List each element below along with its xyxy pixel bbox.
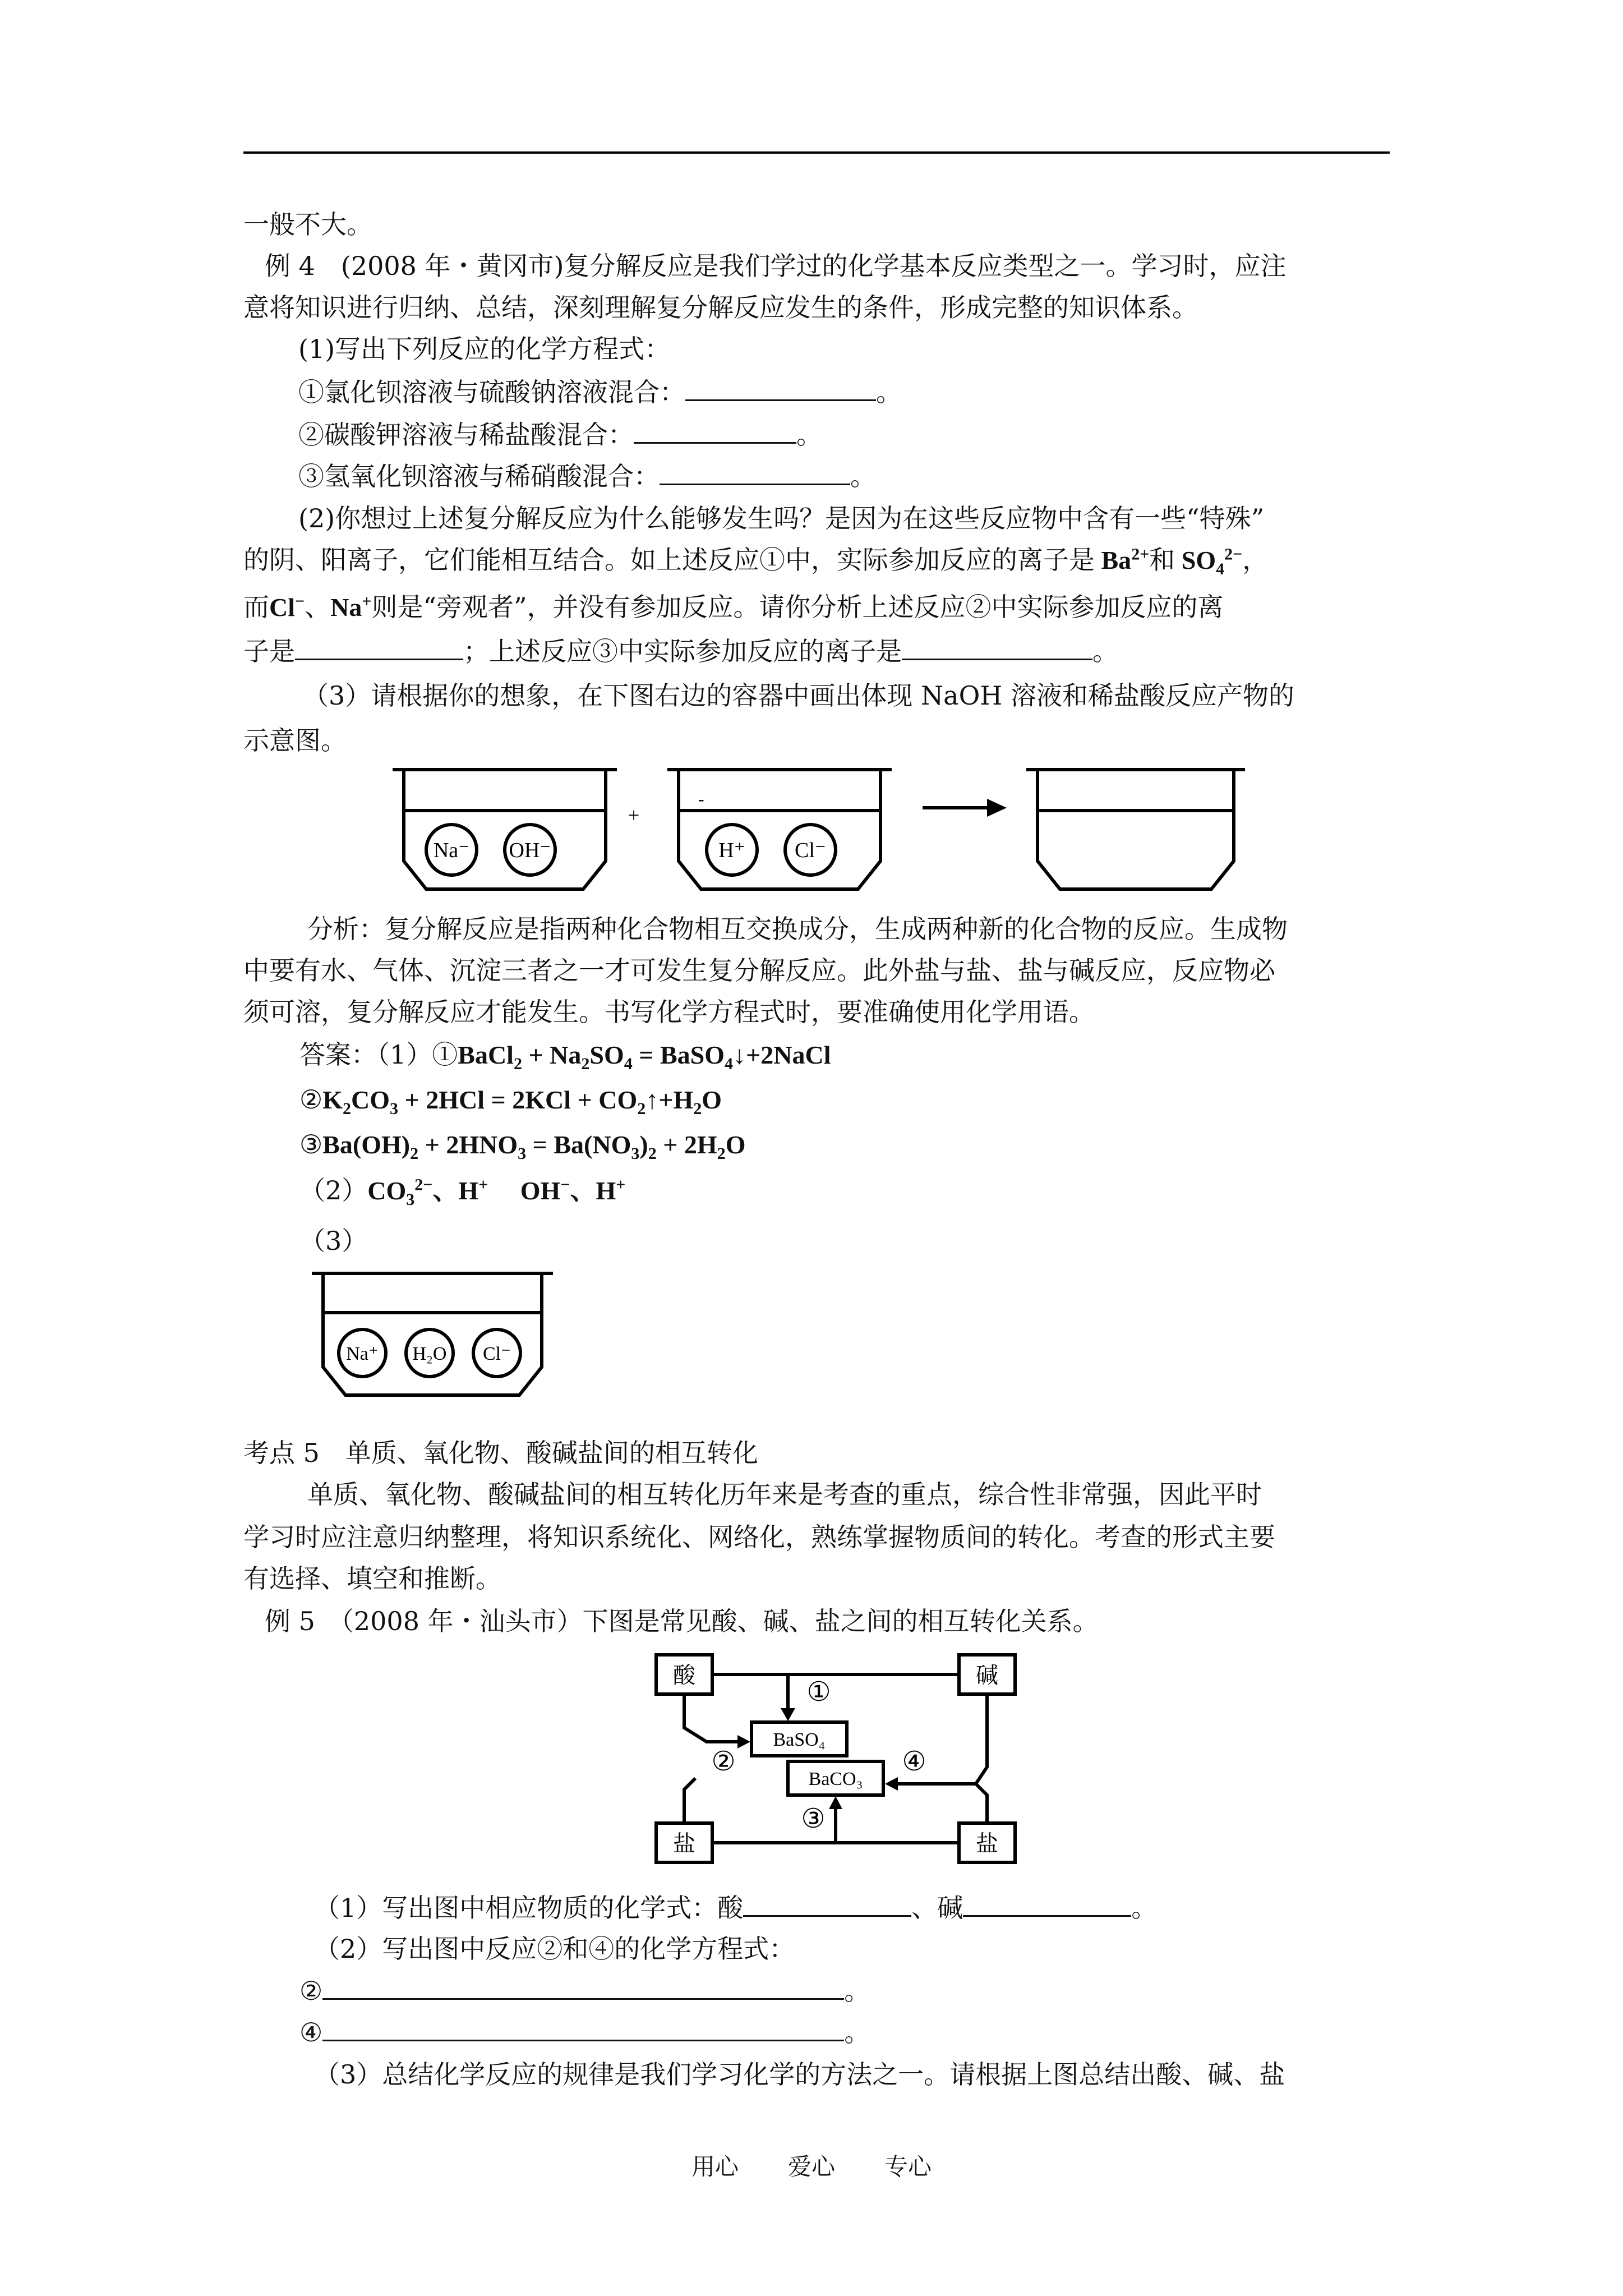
paragraph-line: 有选择、填空和推断。 <box>243 1563 501 1594</box>
baso4-label: BaSO₄ <box>773 1729 826 1750</box>
question-5-2b: ④ 。 <box>299 2015 870 2049</box>
answer-blank[interactable] <box>902 634 1092 660</box>
footer-text: 专心 <box>884 2153 932 2180</box>
question-1: (1)写出下列反应的化学方程式： <box>298 334 671 364</box>
footer-text: 用心 <box>691 2153 739 2180</box>
reaction-arrow <box>923 799 1007 817</box>
reaction-number: ① <box>806 1677 831 1707</box>
page-footer <box>0 2148 1623 2182</box>
answer-blank[interactable] <box>685 375 876 401</box>
paragraph-line: 单质、氧化物、酸碱盐间的相互转化历年来是考查的重点，综合性非常强，因此平时 <box>307 1479 1262 1510</box>
beaker-naoh <box>393 770 617 889</box>
example-5-heading: 例 5 （2008 年・汕头市）下图是常见酸、碱、盐之间的相互转化关系。 <box>265 1606 1099 1636</box>
paragraph-line: 意将知识进行归纳、总结，深刻理解复分解反应发生的条件，形成完整的知识体系。 <box>243 292 1198 323</box>
acid-label: 酸 <box>673 1663 695 1688</box>
question-2-line: 子是 ；上述反应③中实际参加反应的离子是 。 <box>243 634 1118 668</box>
answer-ions: $(2)CO_3^{2-}$、H+ OH−、H+ <box>299 1175 626 1209</box>
question-2-line: 的阴、阳离子，它们能相互结合。如上述反应①中，实际参加反应的离子是 $Ba^{2+}$和 $SO_4^{2-}$， <box>243 545 1269 579</box>
reaction-number: ③ <box>801 1804 826 1834</box>
question-1a: ①氯化钡溶液与硫酸钠溶液混合： 。 <box>298 375 902 409</box>
analysis-line: 须可溶，复分解反应才能发生。书写化学方程式时，要准确使用化学用语。 <box>243 997 1095 1027</box>
ion-label: OH⁻ <box>509 839 551 862</box>
answer-equation-3: $③Ba(OH)_2 + 2HNO_3 = Ba(NO_3)_2 + 2H_2O$ <box>299 1129 746 1163</box>
reaction-number: ④ <box>902 1747 926 1777</box>
reaction-number: ② <box>711 1747 736 1777</box>
section-title: 考点 5 单质、氧化物、酸碱盐间的相互转化 <box>243 1438 758 1468</box>
answer-blank[interactable] <box>743 1890 911 1917</box>
baco3-label: BaCO₃ <box>808 1769 863 1789</box>
answer-equation-1: 答案：（1）①BaCl$_2$ + $Na_2SO_4$ = BaSO$_4$↓+2NaCl <box>299 1039 831 1074</box>
question-5-2a: ② 。 <box>299 1973 870 2008</box>
answer-blank[interactable] <box>634 417 796 444</box>
paragraph-line: 一般不大。 <box>243 209 372 240</box>
salt-label: 盐 <box>976 1831 998 1856</box>
answer-beaker-figure <box>312 1269 553 1404</box>
conversion-diagram <box>651 1649 1021 1868</box>
base-label: 碱 <box>976 1663 998 1688</box>
analysis-line: 中要有水、气体、沉淀三者之一才可发生复分解反应。此外盐与盐、盐与碱反应，反应物必 <box>243 955 1275 986</box>
answer-3-label: （3） <box>299 1226 368 1256</box>
example-4-heading: 例 4 (2008 年・黄冈市)复分解反应是我们学过的化学基本反应类型之一。学习时，应注 <box>265 251 1287 281</box>
answer-blank[interactable] <box>322 2015 844 2041</box>
answer-blank[interactable] <box>660 459 850 485</box>
beaker-empty <box>1026 770 1245 889</box>
question-5-1: （1）写出图中相应物质的化学式：酸 、碱 。 <box>314 1890 1157 1925</box>
salt-label: 盐 <box>673 1831 695 1856</box>
question-5-2: （2）写出图中反应②和④的化学方程式： <box>314 1934 795 1964</box>
ion-label: Cl⁻ <box>795 839 826 862</box>
answer-blank[interactable] <box>963 1890 1131 1917</box>
plus-sign: + <box>628 804 640 826</box>
ion-label: Na⁺ <box>346 1343 379 1364</box>
question-1c: ③氢氧化钡溶液与稀硝酸混合： 。 <box>298 459 876 493</box>
header-rule <box>243 151 1390 154</box>
paragraph-line: 学习时应注意归纳整理，将知识系统化、网络化，熟练掌握物质间的转化。考查的形式主要 <box>243 1522 1275 1552</box>
question-3-line: （3）请根据你的想象，在下图右边的容器中画出体现 NaOH 溶液和稀盐酸反应产物的 <box>303 680 1295 711</box>
minus-sign: - <box>698 789 704 809</box>
footer-text: 爱心 <box>787 2153 835 2180</box>
analysis-line: 分析：复分解反应是指两种化合物相互交换成分，生成两种新的化合物的反应。生成物 <box>307 914 1288 944</box>
question-2-line: (2)你想过上述复分解反应为什么能够发生吗？是因为在这些反应物中含有一些“特殊” <box>298 503 1265 533</box>
ion-label: H⁺ <box>718 839 745 862</box>
answer-equation-2: $②K_2CO_3 + 2HCl = 2KCl$ + $CO_2↑+H_2O$ <box>299 1084 722 1119</box>
question-3-line: 示意图。 <box>243 725 347 756</box>
ion-label: Na⁻ <box>433 839 470 862</box>
answer-blank[interactable] <box>295 634 463 660</box>
ion-label: Cl⁻ <box>482 1343 511 1364</box>
beaker-hcl <box>667 770 892 889</box>
beaker-reaction-figure <box>393 763 1245 898</box>
question-1b: ②碳酸钾溶液与稀盐酸混合： 。 <box>298 417 822 452</box>
molecule-label: H₂O <box>412 1343 447 1364</box>
question-5-3: （3）总结化学反应的规律是我们学习化学的方法之一。请根据上图总结出酸、碱、盐 <box>314 2059 1285 2090</box>
answer-blank[interactable] <box>322 1973 844 2000</box>
question-2-line: 而Cl−、Na+则是“旁观者”，并没有参加反应。请你分析上述反应②中实际参加反应的离 <box>243 592 1224 622</box>
